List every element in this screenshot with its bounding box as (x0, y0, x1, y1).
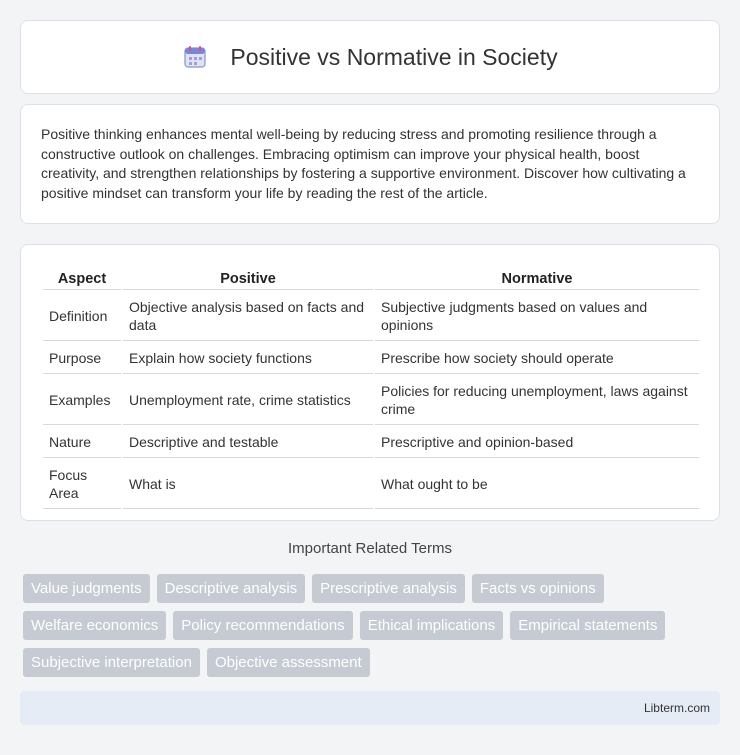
term-tag[interactable]: Welfare economics (23, 611, 166, 640)
cell-positive: Objective analysis based on facts and data (123, 292, 373, 341)
cell-aspect: Nature (43, 427, 121, 458)
page-title: Positive vs Normative in Society (230, 43, 558, 70)
calendar-icon (182, 44, 208, 70)
term-tag[interactable]: Policy recommendations (173, 611, 352, 640)
cell-aspect: Purpose (43, 343, 121, 374)
cell-positive: What is (123, 460, 373, 509)
footer (20, 691, 720, 725)
cell-aspect: Focus Area (43, 460, 121, 509)
term-tag[interactable]: Descriptive analysis (157, 574, 306, 603)
intro-card (20, 104, 720, 224)
footer-brand-link[interactable]: Libterm.com (643, 701, 710, 715)
cell-aspect: Definition (43, 292, 121, 341)
table-row (43, 376, 699, 425)
cell-positive: Explain how society functions (123, 343, 373, 374)
term-tag[interactable]: Value judgments (23, 574, 150, 603)
term-tag[interactable]: Facts vs opinions (472, 574, 604, 603)
header-card (20, 20, 720, 94)
table-row (43, 427, 699, 458)
cell-normative: What ought to be (375, 460, 699, 509)
term-tag[interactable]: Empirical statements (510, 611, 665, 640)
cell-positive: Unemployment rate, crime statistics (123, 376, 373, 425)
term-tag[interactable]: Subjective interpretation (23, 648, 200, 677)
term-tag[interactable]: Prescriptive analysis (312, 574, 465, 603)
header-normative: Normative (375, 267, 699, 290)
header-aspect: Aspect (43, 267, 121, 290)
cell-normative: Policies for reducing unemployment, laws against crime (375, 376, 699, 425)
table-row (43, 343, 699, 374)
table-row (43, 292, 699, 341)
intro-text: Positive thinking enhances mental well-being by reducing stress and promoting resilience through a constructive outlook on challenges. Embracing optimism can improve your physical health, boost creativity, and strengthen relationships by fostering a supportive environment. Discover how cultivating a positive mindset can transform your life by reading the rest of the article. (41, 126, 686, 201)
term-tag[interactable]: Objective assessment (207, 648, 370, 677)
comparison-table (41, 265, 701, 511)
related-terms-title: Important Related Terms (288, 540, 452, 557)
term-tag[interactable]: Ethical implications (360, 611, 504, 640)
cell-normative: Prescribe how society should operate (375, 343, 699, 374)
cell-positive: Descriptive and testable (123, 427, 373, 458)
cell-aspect: Examples (43, 376, 121, 425)
cell-normative: Prescriptive and opinion-based (375, 427, 699, 458)
cell-normative: Subjective judgments based on values and opinions (375, 292, 699, 341)
header-positive: Positive (123, 267, 373, 290)
table-row (43, 460, 699, 509)
comparison-card (20, 244, 720, 521)
table-header-row (43, 267, 699, 290)
related-terms-list (23, 574, 723, 677)
